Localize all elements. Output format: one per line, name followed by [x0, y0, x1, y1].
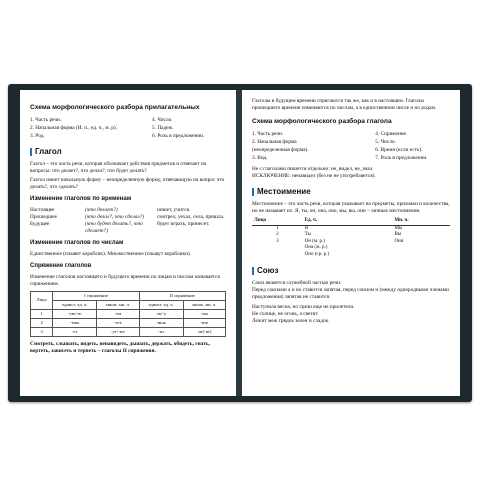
- table-row: 3 Он (м. р.) Они: [276, 238, 404, 244]
- conj-subhead: единст. ед. ч.: [53, 300, 97, 309]
- conjugation-text: Изменение глаголов настоящего и будущего времени по лицам и числам называется спряжением.: [30, 273, 220, 287]
- verb-item: (неопределенная форма).: [252, 146, 309, 153]
- table-row: 1 -ую/-ю -ем -ю/-у -им: [31, 309, 226, 318]
- table-row: 2 -ешь -ете -ишь -ите: [31, 318, 226, 327]
- conjugation-table: [30, 291, 226, 337]
- conj-head: Лицо: [31, 291, 53, 309]
- adj-item: 3. Род.: [30, 132, 45, 139]
- verb-scheme-title: Схема морфологического разбора глагола: [252, 117, 392, 125]
- adj-item: 1. Часть речи.: [30, 116, 62, 123]
- poem-line: Не солнце, не огонь, а светит.: [252, 311, 319, 318]
- poem-line: Наступила весна, но грачи еще не прилетели.: [252, 304, 355, 311]
- verb-item: 6. Время (если есть).: [375, 146, 423, 153]
- adjective-scheme-list: [30, 117, 226, 140]
- ne-rule: Не с глаголами пишется отдельно: не_видел, не_знал.: [252, 165, 374, 172]
- verb-item: 5. Число.: [375, 138, 396, 145]
- exceptions-text: Смотреть, слышать, видеть, ненавидеть, дышать, держать, обидеть, гнать, вертеть, зависеть и терпеть – глаголы II спряжения.: [30, 341, 210, 355]
- left-page: [20, 90, 236, 396]
- table-row: 3 -ет -ут/-ют -ит -ат(-ят): [31, 328, 226, 337]
- conj-subhead: множ. мн. ч.: [183, 300, 225, 309]
- table-row: Оно (ср. р.): [304, 252, 330, 258]
- verb-item: 2. Начальная форма: [252, 138, 297, 145]
- pronoun-definition: Местоимение – это часть речи, которая указывает на предметы, признаки и количества, но не называет их. Я, ты, он, она, оно, мы, вы, они – личные местоимения.: [252, 201, 450, 215]
- future-tense-intro: Глаголы в будущем времени спрягаются так же, как и в настоящем. Глаголы прошедшего времени изменяются по числам, а в единственном числе и по родам.: [252, 98, 437, 111]
- pronoun-table: [252, 218, 450, 259]
- ne-exception: ИСКЛЮЧЕНИЕ: ненавидел (без не не употребляется).: [252, 172, 376, 179]
- union-definition: Союз является служебной частью речи.: [252, 280, 342, 287]
- tense-row: Будущее (что будет делать?, что сделает?) будет играть, принесет.: [30, 221, 210, 234]
- conj-subhead: единст. ед. ч.: [139, 300, 183, 309]
- table-row: Она (ж. р.): [304, 245, 328, 251]
- conjugation-heading: Спряжение глаголов: [30, 262, 92, 269]
- tense-heading: Изменение глаголов по временам: [30, 196, 132, 203]
- verb-item: 7. Роль в предложении.: [375, 154, 428, 161]
- verb-item: 3. Вид.: [252, 154, 268, 161]
- pron-head: Ед. ч.: [303, 218, 393, 225]
- conj-subhead: множ. мн. ч.: [97, 300, 139, 309]
- poem-line: Лежит меж грядок зелен и сладок.: [252, 318, 330, 325]
- adjective-scheme-title: Схема морфологического разбора прилагательных: [30, 104, 200, 111]
- verb-initial-form: Глагол имеет начальную форму – неопределенную форму, отвечающую на вопрос что делать?, что сделать?: [30, 177, 225, 191]
- tense-row: Настоящее (что делает?) пишет, учится.: [30, 207, 191, 214]
- conj-head: I спряжение: [53, 291, 139, 300]
- table-row: 1 Я Мы: [276, 225, 403, 231]
- tense-row: Прошедшее (что делал?, что сделал?) смотрел, уехал, села, пришла.: [30, 214, 225, 221]
- pron-head: Лицо: [252, 218, 303, 225]
- conj-head: II спряжение: [139, 291, 225, 300]
- pronoun-heading: Местоимение: [252, 187, 450, 198]
- number-text: Единственное (плывет кораблик). Множественное (плывут кораблики).: [30, 250, 191, 257]
- union-heading: Союз: [252, 266, 450, 277]
- poem: [252, 304, 450, 325]
- adj-item: 2. Начальная форма (И. п., ед. ч., м. р).: [30, 124, 118, 131]
- union-rule: Перед союзами а и но ставится запятая, перед союзом и (между однородными членами предложения) запятая не ставится.: [252, 287, 449, 301]
- adj-item: 6. Роль в предложении.: [152, 132, 205, 139]
- table-row: 2 Ты Вы: [276, 232, 402, 238]
- verb-item: 4. Спряжение.: [375, 130, 408, 137]
- pron-head: Мн. ч.: [392, 218, 450, 225]
- verb-definition: Глагол – это часть речи, которая обозначает действия предметов и отвечает на вопросы: что делает?, что делал?, что будет делать?: [30, 161, 207, 175]
- verb-scheme-list: [252, 131, 450, 162]
- verb-heading: Глагол: [30, 147, 226, 158]
- right-page: [242, 90, 460, 396]
- verb-item: 1. Часть речи.: [252, 130, 284, 137]
- adj-item: 4. Число.: [152, 116, 173, 123]
- number-heading: Изменение глаголов по числам: [30, 239, 124, 246]
- tense-list: [30, 207, 226, 235]
- adj-item: 5. Падеж.: [152, 124, 174, 131]
